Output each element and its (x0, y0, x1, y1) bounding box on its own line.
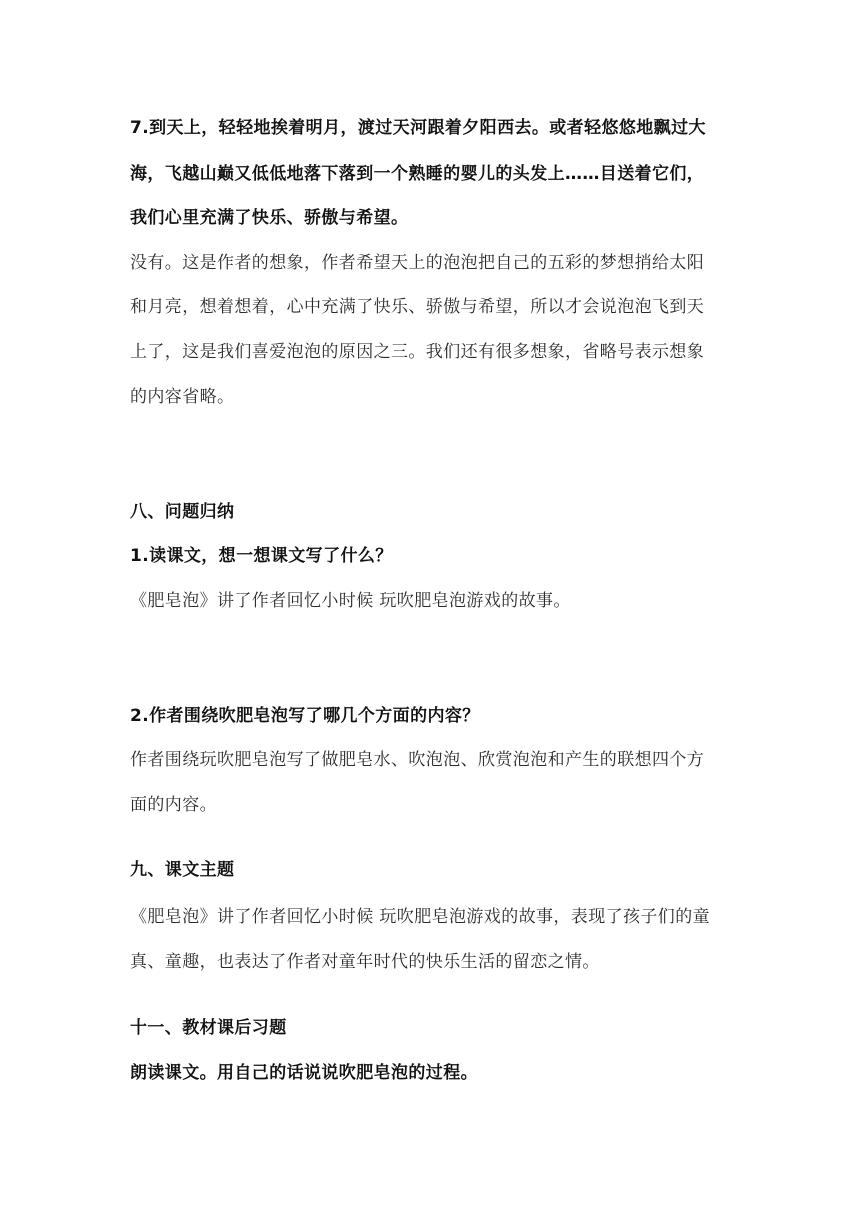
q7-question-line: 海，飞越山巅又低低地落下落到一个熟睡的婴儿的头发上……目送着它们， (130, 164, 705, 184)
question-text: 1.读课文，想一想课文写了什么？ (130, 546, 393, 566)
q7-question-line: 我们心里充满了快乐、骄傲与希望。 (130, 208, 409, 228)
q7-question-line: 7.到天上，轻轻地挨着明月，渡过天河跟着夕阳西去。或者轻悠悠地飘过大 (130, 118, 706, 138)
section-heading: 八、问题归纳 (130, 502, 235, 522)
q7-answer-line: 没有。这是作者的想象，作者希望天上的泡泡把自己的五彩的梦想捎给太阳 (130, 253, 705, 273)
answer-line: 面的内容。 (130, 795, 217, 815)
section-heading: 十一、教材课后习题 (130, 1018, 287, 1038)
q7-answer-line: 的内容省略。 (130, 387, 235, 407)
section-heading: 九、课文主题 (130, 860, 235, 880)
question-text: 2.作者围绕吹肥皂泡写了哪几个方面的内容？ (130, 706, 480, 726)
answer-line: 《肥皂泡》讲了作者回忆小时候 玩吹肥皂泡游戏的故事，表现了孩子们的童 (130, 907, 711, 927)
q7-answer-line: 上了，这是我们喜爱泡泡的原因之三。我们还有很多想象，省略号表示想象 (130, 342, 705, 362)
answer-line: 作者围绕玩吹肥皂泡写了做肥皂水、吹泡泡、欣赏泡泡和产生的联想四个方 (130, 750, 705, 770)
answer-text: 《肥皂泡》讲了作者回忆小时候 玩吹肥皂泡游戏的故事。 (130, 591, 571, 611)
answer-line: 真、童趣，也表达了作者对童年时代的快乐生活的留恋之情。 (130, 952, 600, 972)
exercise-text: 朗读课文。用自己的话说说吹肥皂泡的过程。 (130, 1063, 478, 1083)
q7-answer-line: 和月亮，想着想着，心中充满了快乐、骄傲与希望，所以才会说泡泡飞到天 (130, 297, 705, 317)
